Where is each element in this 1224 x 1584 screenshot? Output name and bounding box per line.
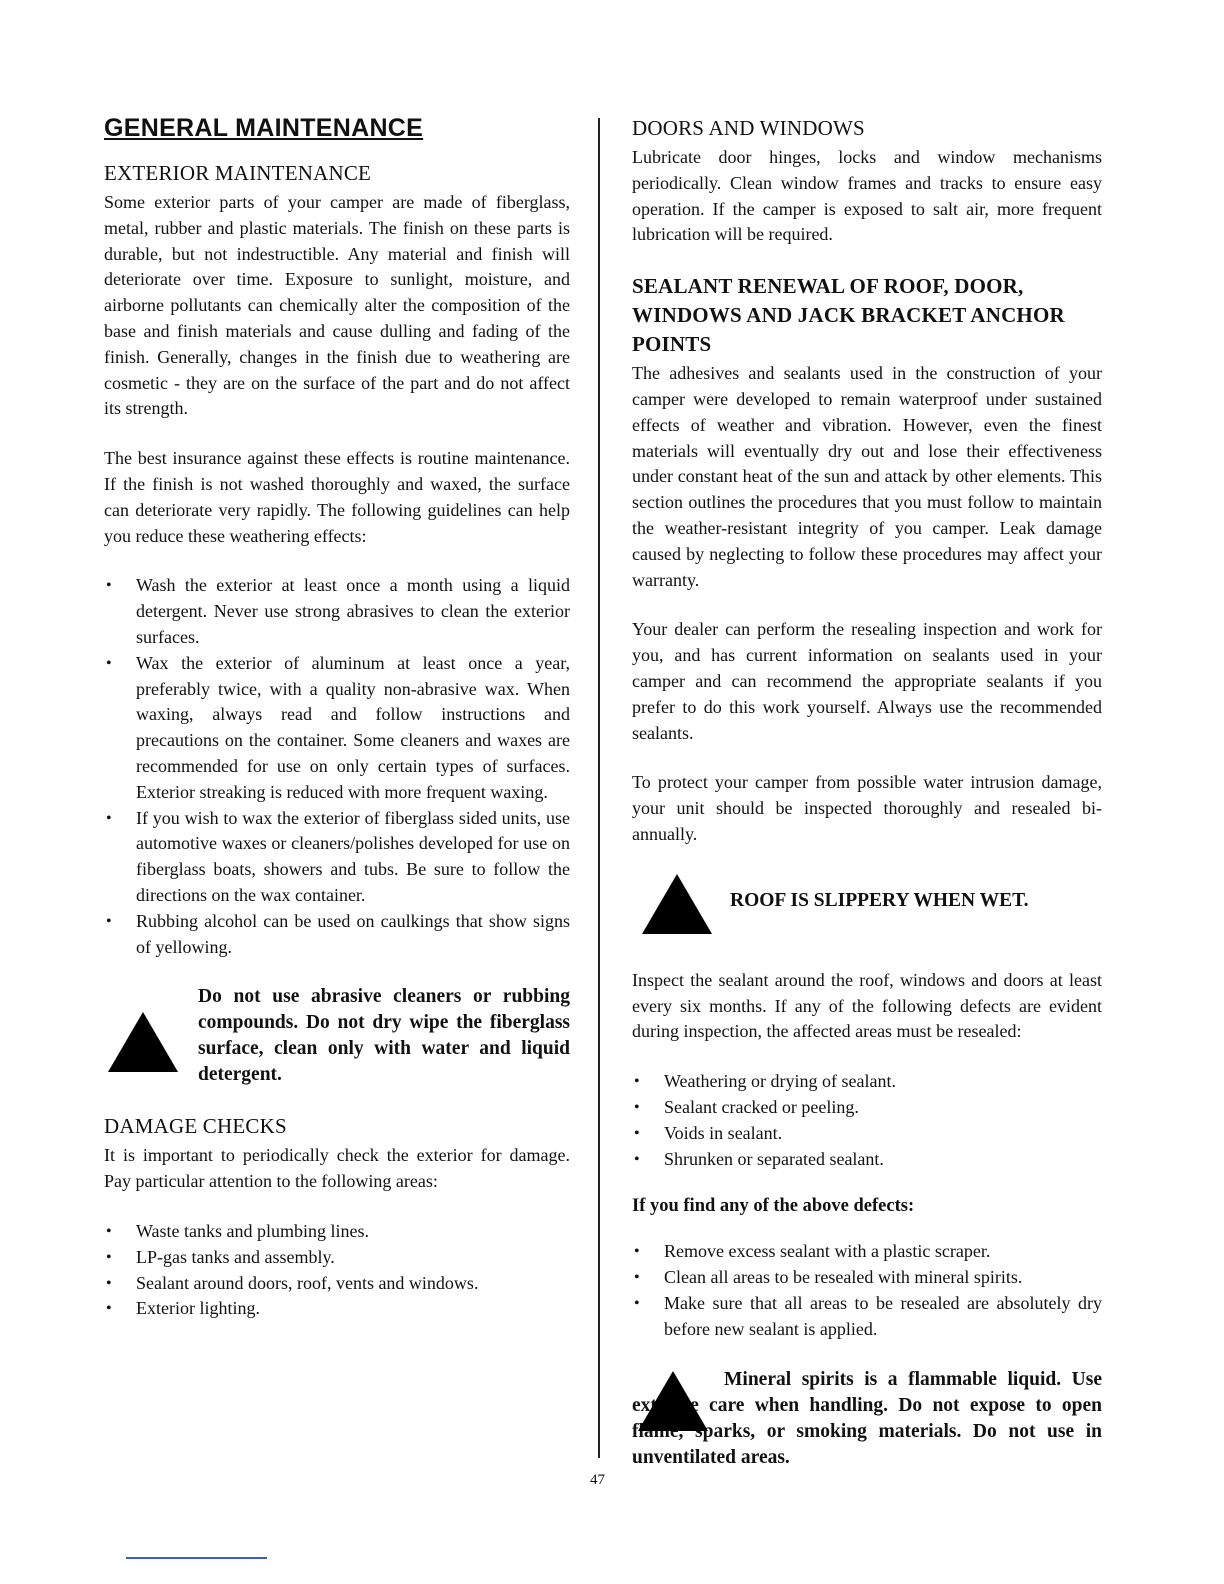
exterior-paragraph-1: Some exterior parts of your camper are made of fiberglass, metal, rubber and plastic materials. The finish on these parts is durable, but not indestructible. Any material and finish will deteriorate over time. Exposure to sunlight, moisture, and airborne pollutants can chemically alter the composition of the base and finish materials and cause dulling and fading of the finish. Generally, changes in the finish due to weathering are cosmetic - they are on the surface of the part and do not affect its strength. [104,192,570,419]
sealant-paragraph-2: Your dealer can perform the resealing inspection and work for you, and has current information on sealants used in your camper and can recommend the appropriate sealants if you prefer to do this work yourself. Always use the recommended sealants. [632,619,1102,743]
exterior-maintenance-heading: EXTERIOR MAINTENANCE [104,161,372,185]
page-title: GENERAL MAINTENANCE [104,114,424,142]
list-item: • Remove excess sealant with a plastic scraper. [632,1239,1102,1265]
damage-checks-heading: DAMAGE CHECKS [104,1114,287,1139]
sealant-paragraph-3: To protect your camper from possible water intrusion damage, your unit should be inspected thoroughly and resealed bi-annually. [632,772,1102,844]
warning-triangle-icon [638,1371,708,1431]
list-item: • If you wish to wax the exterior of fiberglass sided units, use automotive waxes or cleaners/polishes developed for use on fiberglass boats, showers and tubs. Be sure to follow the directions on the wax container. [104,806,570,909]
abrasive-warning [104,984,570,1088]
list-item: • Sealant around doors, roof, vents and windows. [104,1271,570,1297]
warning-triangle-icon [108,1012,178,1072]
exterior-guidelines-list [104,573,570,960]
mineral-spirits-warning [632,1367,1102,1471]
warning-text: Mineral spirits is a flammable liquid. Use extreme care when handling. Do not expose to open flame, sparks, or smoking materials. Do not use in unventilated areas. [632,1368,1102,1468]
right-column [632,112,1102,1497]
column-divider [598,118,600,1458]
left-column [104,112,570,1346]
list-item: • Make sure that all areas to be resealed are absolutely dry before new sealant is applied. [632,1291,1102,1343]
warning-text: Do not use abrasive cleaners or rubbing compounds. Do not dry wipe the fiberglass surface, clean only with water and liquid detergent. [198,986,570,1086]
slippery-roof-warning [632,872,1102,942]
list-item: • Weathering or drying of sealant. [632,1069,1102,1095]
list-item: • Shrunken or separated sealant. [632,1147,1102,1173]
resealing-steps-list [632,1239,1102,1342]
damage-checks-list [104,1219,570,1322]
sealant-renewal-heading: SEALANT RENEWAL OF ROOF, DOOR, WINDOWS AND JACK BRACKET ANCHOR POINTS [632,274,1065,357]
list-item: • Exterior lighting. [104,1296,570,1322]
warning-text: ROOF IS SLIPPERY WHEN WET. [730,889,1029,911]
list-item: • Waste tanks and plumbing lines. [104,1219,570,1245]
sealant-defects-list [632,1069,1102,1172]
list-item: • Wash the exterior at least once a month using a liquid detergent. Never use strong abrasives to clean the exterior surfaces. [104,573,570,650]
defects-subheading: If you find any of the above defects: [632,1196,915,1217]
list-item: • Rubbing alcohol can be used on caulkings that show signs of yellowing. [104,909,570,961]
damage-checks-paragraph: It is important to periodically check the exterior for damage. Pay particular attention to the following areas: [104,1145,570,1192]
list-item: • Wax the exterior of aluminum at least once a year, preferably twice, with a quality non-abrasive wax. When waxing, always read and follow instructions and precautions on the container. Some cleaners and waxes are recommended for use on only certain types of surfaces. Exterior streaking is reduced with more frequent waxing. [104,651,570,806]
warning-triangle-icon [642,874,712,934]
sealant-paragraph-1: The adhesives and sealants used in the construction of your camper were developed to remain waterproof under sustained effects of weather and vibration. However, even the finest materials will eventually dry out and lose their effectiveness under constant heat of the sun and attack by other elements. This section outlines the procedures that you must follow to maintain the weather-resistant integrity of you camper. Leak damage caused by neglecting to follow these procedures may affect your warranty. [632,363,1102,590]
sealant-paragraph-4: Inspect the sealant around the roof, windows and doors at least every six months. If any of the following defects are evident during inspection, the affected areas must be resealed: [632,969,1102,1042]
list-item: • Sealant cracked or peeling. [632,1095,1102,1121]
footer-rule [126,1557,267,1559]
exterior-paragraph-2: The best insurance against these effects is routine maintenance. If the finish is not washed thoroughly and waxed, the surface can deteriorate very rapidly. The following guidelines can help you reduce these weathering effects: [104,448,570,546]
page-number: 47 [590,1472,605,1488]
list-item: • Clean all areas to be resealed with mineral spirits. [632,1265,1102,1291]
list-item: • Voids in sealant. [632,1121,1102,1147]
doors-windows-paragraph: Lubricate door hinges, locks and window mechanisms periodically. Clean window frames and tracks to ensure easy operation. If the camper is exposed to salt air, more frequent lubrication will be required. [632,147,1102,245]
doors-windows-heading: DOORS AND WINDOWS [632,116,865,140]
list-item: • LP-gas tanks and assembly. [104,1245,570,1271]
